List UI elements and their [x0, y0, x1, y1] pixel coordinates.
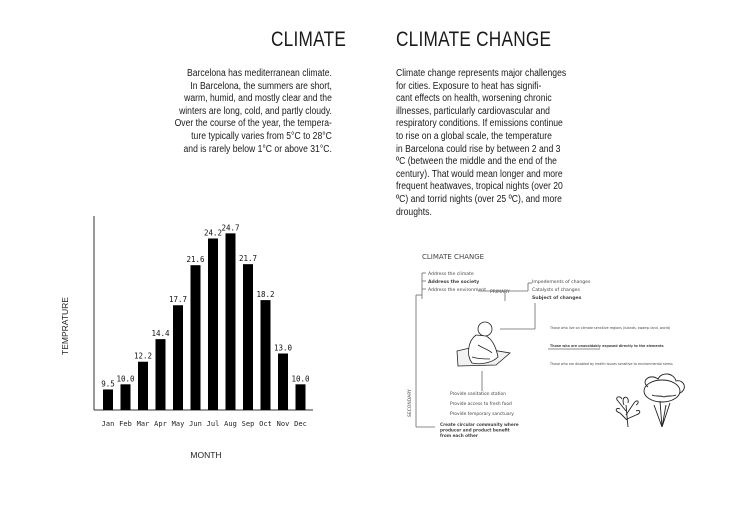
bar-value-label: 13.0	[273, 343, 293, 353]
bar-value-label: 17.7	[168, 295, 188, 305]
diagram-right-item: Catalysts of changes	[532, 288, 580, 293]
climate-change-paragraph-line: frequent heatwaves, tropical nights (over 20	[396, 181, 563, 193]
diagram-left-item: Address the climate	[428, 272, 474, 277]
climate-paragraph	[149, 68, 332, 156]
climate-change-paragraph-line: droughts.	[396, 206, 432, 218]
x-tick-label: Dec	[294, 420, 307, 428]
bar-oct	[261, 300, 271, 410]
plant-illustration	[616, 374, 684, 427]
climate-paragraph-line: In Barcelona, the summers are short,	[190, 80, 332, 92]
bar-value-label: 12.2	[133, 351, 153, 361]
bar-feb	[121, 384, 131, 410]
bar-dec	[296, 384, 306, 410]
diagram-right-item: Impedements of changes	[532, 280, 591, 285]
x-tick-label: Apr	[154, 420, 167, 428]
climate-paragraph-line: winters are long, cold, and partly cloudy.	[179, 105, 332, 117]
climate-change-paragraph-line: Climate change represents major challenges	[396, 68, 567, 79]
climate-change-paragraph-line: in Barcelona could rise by between 2 and 3	[396, 143, 561, 155]
x-tick-label: Oct	[259, 420, 272, 428]
climate-paragraph-line: ture typically varies from 5°C to 28°C	[191, 130, 332, 142]
x-tick-label: Jun	[189, 420, 202, 428]
primary-label: PRIMARY	[490, 290, 510, 295]
x-tick-label: Sep	[241, 420, 255, 428]
x-tick-label: Jul	[206, 420, 220, 428]
diagram-final-item: producer and product benefit	[440, 427, 510, 433]
climate-change-paragraph-line: cant effects on health, worsening chronic	[396, 93, 552, 105]
bar-may	[173, 305, 183, 410]
diagram-left-item: Address the society	[428, 280, 480, 285]
diagram-action-item: Provide sanitation station	[450, 392, 506, 397]
diagram-final-item: from each other	[440, 433, 478, 438]
diagram-final-item: Create circular community where	[440, 422, 519, 427]
climate-change-paragraph-line: to rise on a global scale, the temperature	[396, 130, 552, 142]
climate-change-paragraph-line: respiratory conditions. If emissions continue	[396, 118, 563, 130]
bar-value-label: 10.0	[116, 374, 135, 384]
climate-change-paragraph-line: ºC (between the middle and the end of the	[396, 156, 557, 168]
bar-jul	[208, 238, 218, 410]
climate-paragraph-line: warm, humid, and mostly clear and the	[184, 93, 332, 105]
diagram-action-item: Provide temporary sanctuary	[450, 412, 514, 417]
climate-paragraph-line: Over the course of the year, the tempera-	[174, 118, 332, 130]
diagram-action-item: Provide access to fresh food	[450, 402, 512, 407]
diagram-vulnerable-item: Those who are disabled by health issues sensitive to environmental stress	[550, 362, 673, 366]
bar-value-label: 21.7	[238, 254, 258, 264]
x-tick-label: Nov	[276, 420, 290, 428]
climate-change-paragraph-line: illnesses, particularly cardiovascular and	[396, 105, 550, 117]
diagram-vulnerable-item: Those who are unavoidably exposed directly to the elements	[550, 344, 664, 348]
climate-change-paragraph-line: ºC) and torrid nights (over 25 ºC), and more	[396, 193, 562, 205]
x-tick-label: Feb	[119, 420, 132, 428]
bar-jan	[103, 389, 113, 410]
x-axis-label: MONTH	[190, 450, 222, 460]
diagram-left-item: Address the environment	[428, 288, 487, 293]
x-tick-label: Mar	[136, 420, 150, 428]
climate-change-paragraph	[396, 68, 594, 219]
bar-sep	[243, 264, 253, 410]
bar-value-label: 10.0	[291, 374, 310, 384]
climate-change-paragraph-line: century). That would mean longer and more	[396, 168, 563, 180]
bar-value-label: 14.4	[151, 329, 170, 339]
bar-nov	[278, 354, 288, 410]
bar-apr	[156, 339, 166, 410]
bar-value-label: 24.7	[221, 223, 240, 233]
climate-paragraph-line: and is rarely below 1°C or above 31°C.	[183, 143, 332, 155]
bar-aug	[226, 233, 236, 410]
climate-change-paragraph-line: for cities. Exposure to heat has signifi-	[396, 80, 542, 92]
bar-value-label: 9.5	[101, 379, 115, 389]
secondary-label: SECONDARY	[408, 389, 413, 417]
bar-value-label: 24.2	[203, 228, 223, 238]
x-tick-label: Aug	[224, 420, 237, 428]
x-tick-label: May	[171, 420, 185, 428]
climate-heading: CLIMATE	[271, 28, 347, 51]
diagram-title: CLIMATE CHANGE	[422, 253, 485, 261]
climate-paragraph-line: Barcelona has mediterranean climate.	[187, 68, 332, 79]
bar-value-label: 21.6	[186, 255, 205, 265]
temperature-bar-chart	[58, 208, 328, 463]
bar-mar	[138, 362, 148, 410]
bar-value-label: 18.2	[256, 290, 275, 300]
climate-change-heading: CLIMATE CHANGE	[396, 28, 552, 51]
y-axis-label: TEMPRATURE	[60, 297, 70, 355]
bar-jun	[191, 265, 201, 410]
x-tick-label: Jan	[101, 420, 115, 428]
climate-change-diagram	[400, 245, 700, 438]
diagram-vulnerable-item: Those who live on climate sensitive regions (islands, swamp land, world)	[550, 326, 671, 330]
diagram-right-item: Subject of changes	[532, 296, 582, 301]
